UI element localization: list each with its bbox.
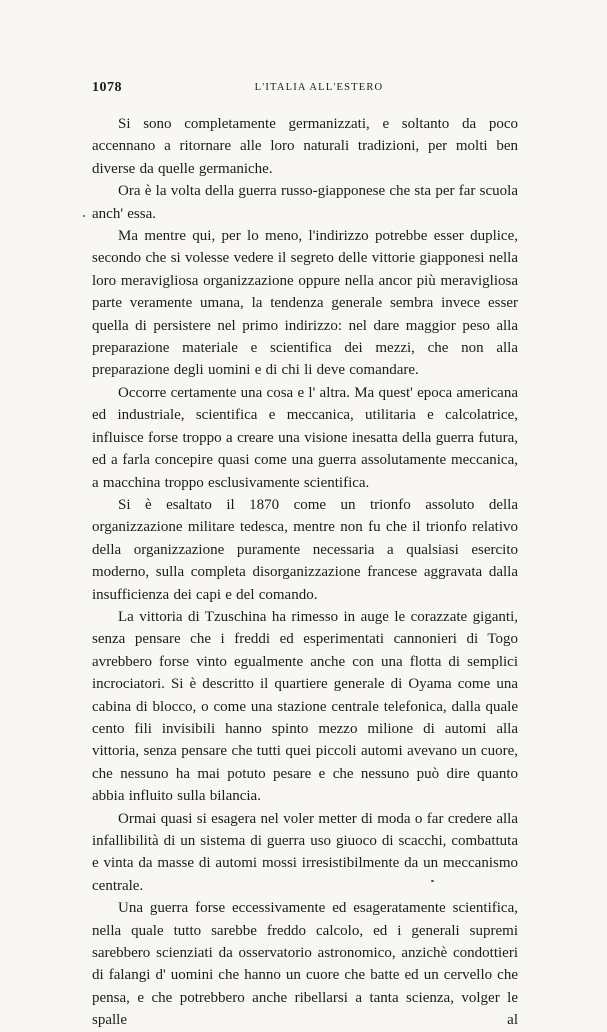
paragraph: Ormai quasi si esagera nel voler metter di moda o far credere alla infallibilità di un sistema di guerra uso giuoco di scacchi, combattuta e vinta da masse di automi mossi irresistibilmente da un meccanismo centrale. <box>92 810 518 894</box>
paragraph: Occorre certamente una cosa e l' altra. Ma quest' epoca americana ed industriale, scientifica e meccanica, utilitaria e calcolatrice, influisce forse troppo a creare una visione inesatta della guerra futura, ed a farla concepire quasi come una guerra assolutamente meccanica, a macchina troppo esclusivamente scientifica. <box>92 384 518 491</box>
paragraph: Ma mentre qui, per lo meno, l'indirizzo potrebbe esser duplice, secondo che si volesse vedere il segreto delle vittorie giapponesi nella loro meravigliosa organizzazione oppure nella ancor più meravigliosa parte veramente umana, la tendenza generale sembra invece esser quella di persistere nel primo indirizzo: nel dare maggior peso alla preparazione materiale e scientifica dei mezzi, che non alla preparazione degli uomini e di chi li deve comandare. <box>92 228 518 379</box>
paragraph: Si è esaltato il 1870 come un trionfo assoluto della organizzazione militare tedesca, mentre non fu che il trionfo relativo della organizzazione puramente necessaria a qualsiasi esercito moderno, sulla completa disorganizzazione francese aggravata dalla insufficienza dei capi e del comando. <box>92 496 518 603</box>
print-speck <box>83 215 85 217</box>
page-header <box>92 80 516 100</box>
page-number: 1078 <box>92 80 122 95</box>
running-head: L'ITALIA ALL'ESTERO <box>254 82 384 93</box>
paragraph: La vittoria di Tzuschina ha rimesso in auge le corazzate giganti, senza pensare che i freddi ed esperimentati cannonieri di Togo avrebbero forse vinto egualmente anche con una flotta di semplici incrociatori. Si è descritto il quartiere generale di Oyama come una cabina di blocco, o come una stazione centrale telefonica, dalla quale cento fili invisibili hanno spinto mezzo milione di automi alla vittoria, senza pensare che tutti quei piccoli automi avevano un cuore, che nessuno ha mai potuto pesare e che nessuno può dire quanto abbia influito sulla bilancia. <box>92 608 518 805</box>
paragraph: Una guerra forse eccessivamente ed esageratamente scientifica, nella quale tutto sarebbe freddo calcolo, ed i generali supremi sarebbero scienziati da osservatorio astronomico, anzichè condottieri di falangi d' uomini che hanno un cuore che batte ed un cervello che pensa, e che potrebbero anche ribellarsi a tanta scienza, volger le spalle al <box>92 900 518 1029</box>
print-speck <box>431 880 434 882</box>
body-text <box>92 113 518 1032</box>
paragraph: Ora è la volta della guerra russo-giapponese che sta per far scuola anch' essa. <box>92 183 518 222</box>
paragraph: Si sono completamente germanizzati, e soltanto da poco accennano a ritornare alle loro naturali tradizioni, per molti ben diverse da quelle germaniche. <box>92 116 518 177</box>
